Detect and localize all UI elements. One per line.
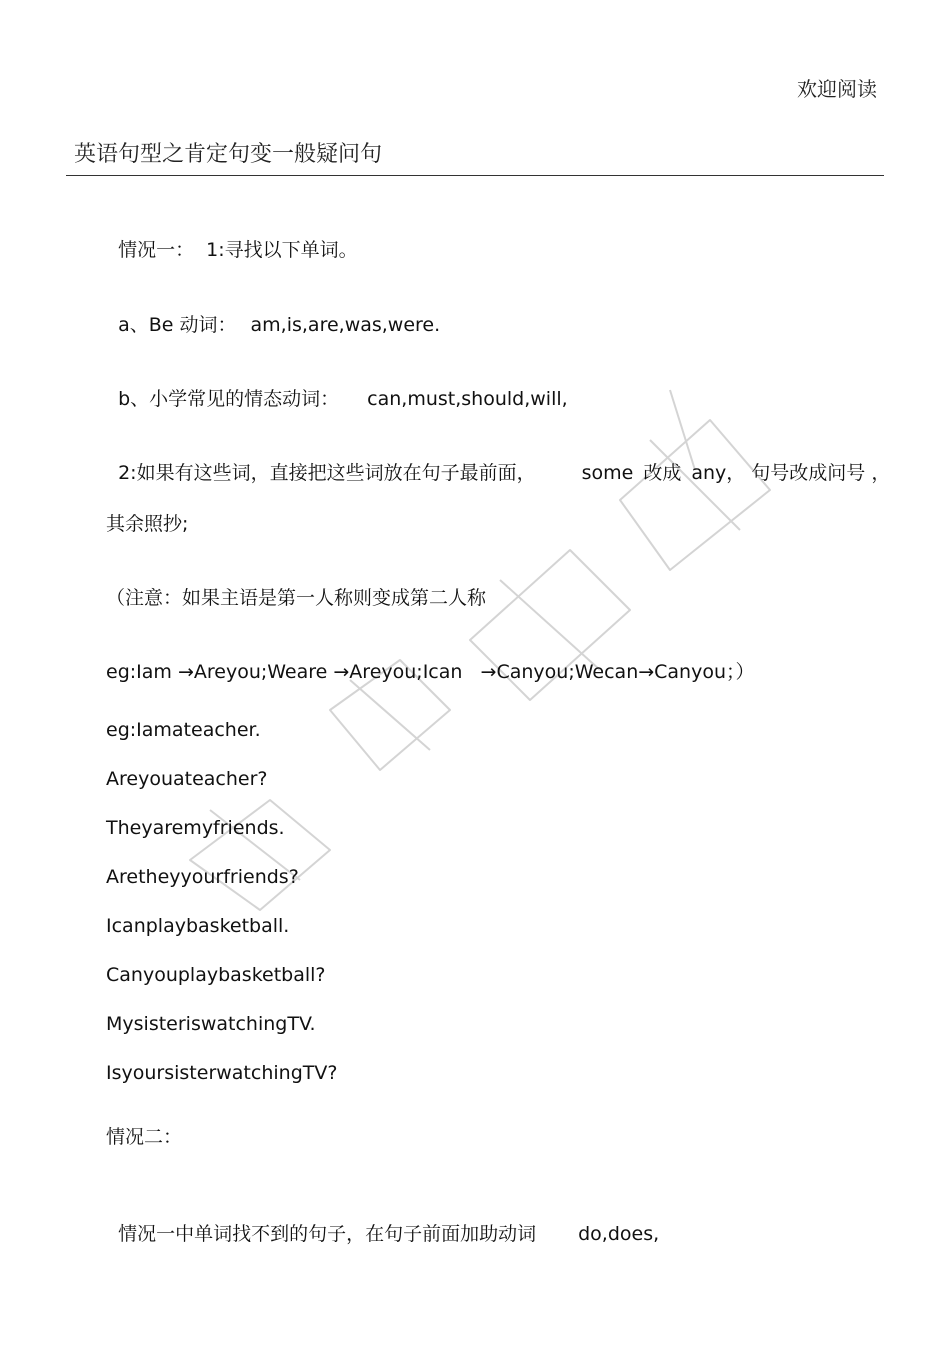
line-b-prefix: b、小学常见的情态动词： <box>118 388 340 410</box>
case2-text: 情况一中单词找不到的句子，在句子前面加助动词 <box>118 1223 537 1245</box>
step2-some: some <box>581 462 634 484</box>
note-line: （注意：如果主语是第一人称则变成第二人称 <box>106 587 487 609</box>
example-line: Areyouateacher? <box>106 768 268 790</box>
case2-label: 情况二： <box>106 1126 183 1148</box>
example-line: MysisteriswatchingTV. <box>106 1013 316 1035</box>
case1-step1: 1:寻找以下单词。 <box>206 239 358 261</box>
line-a <box>106 288 440 337</box>
case2-words: do,does, <box>578 1223 660 1245</box>
step2-change: 改成 <box>643 462 682 484</box>
line-a-prefix: a、Be 动词： <box>118 314 237 336</box>
eg-pairs-line: eg:Iam →Areyou;Weare →Areyou;Ican →Canyou;Wecan→Canyou；） <box>106 661 755 683</box>
example-line: IsyoursisterwatchingTV? <box>106 1062 338 1084</box>
case2-line <box>106 1197 659 1246</box>
case1-label: 情况一： <box>118 239 195 261</box>
case1-heading <box>106 213 358 262</box>
welcome-text: 欢迎阅读 <box>797 77 877 101</box>
title-divider <box>66 175 884 176</box>
example-line: eg:Iamateacher. <box>106 719 261 741</box>
line-a-words: am,is,are,was,were. <box>250 314 441 336</box>
step2-any: any， <box>691 462 746 484</box>
step2-line <box>106 436 890 485</box>
line-b-words: can,must,should,will, <box>367 388 568 410</box>
line-b <box>106 362 568 411</box>
step2-continuation: 其余照抄; <box>106 513 189 535</box>
example-line: Theyaremyfriends. <box>106 817 285 839</box>
example-line: Icanplaybasketball. <box>106 915 290 937</box>
example-line: Aretheyyourfriends? <box>106 866 299 888</box>
step2-rest: 句号改成问号 ， <box>751 462 891 484</box>
example-line: Canyouplaybasketball? <box>106 964 326 986</box>
step2-text: 2:如果有这些词，直接把这些词放在句子最前面， <box>118 462 536 484</box>
page-title: 英语句型之肯定句变一般疑问句 <box>74 142 383 167</box>
